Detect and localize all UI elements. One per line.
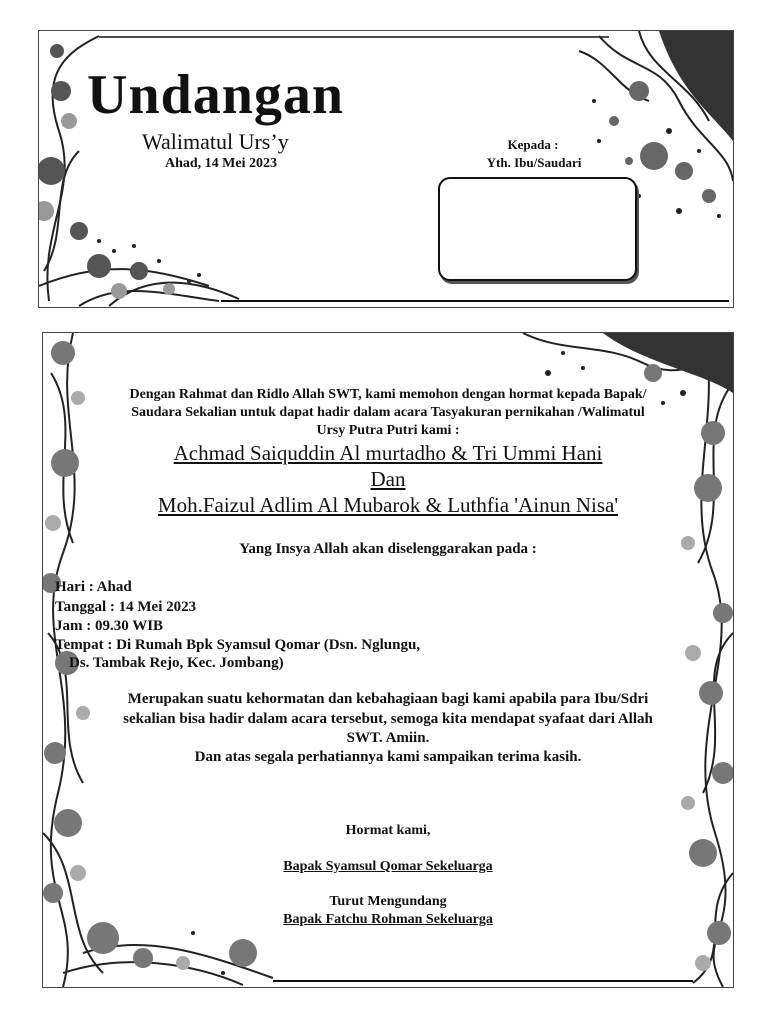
recipient-salutation: Yth. Ibu/Saudari [486, 155, 582, 170]
envelope-card [38, 30, 734, 308]
event-place: Tempat : Di Rumah Bpk Syamsul Qomar (Dsn. Nglungu, [55, 637, 421, 653]
recipient-address-box [438, 177, 637, 281]
event-place-detail: Ds. Tambak Rejo, Kec. Jombang) [69, 655, 284, 671]
event-day: Hari : Ahad [55, 579, 132, 595]
event-intro: Yang Insya Allah akan diselenggarakan pada : [239, 541, 537, 557]
couple-names-1: Achmad Saiquddin Al murtadho & Tri Ummi Hani [173, 441, 603, 465]
opening-line-3: Ursy Putra Putri kami : [316, 423, 460, 438]
letter-card [42, 332, 734, 988]
opening-line-2: Saudara Sekalian untuk dapat hadir dalam acara Tasyakuran pernikahan /Walimatul [131, 405, 645, 420]
couple-names-2: Moh.Faizul Adlim Al Mubarok & Luthfia 'Ainun Nisa' [157, 493, 619, 517]
co-host-signature: Bapak Fatchu Rohman Sekeluarga [283, 912, 493, 927]
event-time: Jam : 09.30 WIB [55, 618, 164, 634]
invitation-title: Undangan [87, 64, 345, 126]
opening-line-1: Dengan Rahmat dan Ridlo Allah SWT, kami memohon dengan hormat kepada Bapak/ [129, 387, 647, 402]
invitation-subtitle: Walimatul Urs’y [142, 129, 289, 154]
closing-line-3: SWT. Amiin. [346, 730, 430, 746]
host-signature: Bapak Syamsul Qomar Sekeluarga [283, 859, 493, 874]
recipient-label: Kepada : [507, 137, 559, 152]
closing-line-2: sekalian bisa hadir dalam acara tersebut, semoga kita mendapat syafaat dari Allah [123, 711, 653, 727]
thanks-line: Dan atas segala perhatiannya kami sampaikan terima kasih. [194, 749, 582, 765]
regards-text: Hormat kami, [345, 823, 431, 838]
couple-conjunction: Dan [370, 467, 406, 491]
co-invite-label: Turut Mengundang [329, 894, 447, 909]
event-date: Tanggal : 14 Mei 2023 [55, 599, 197, 615]
invitation-date: Ahad, 14 Mei 2023 [165, 156, 277, 171]
closing-line-1: Merupakan suatu kehormatan dan kebahagiaan bagi kami apabila para Ibu/Sdri [127, 691, 649, 707]
